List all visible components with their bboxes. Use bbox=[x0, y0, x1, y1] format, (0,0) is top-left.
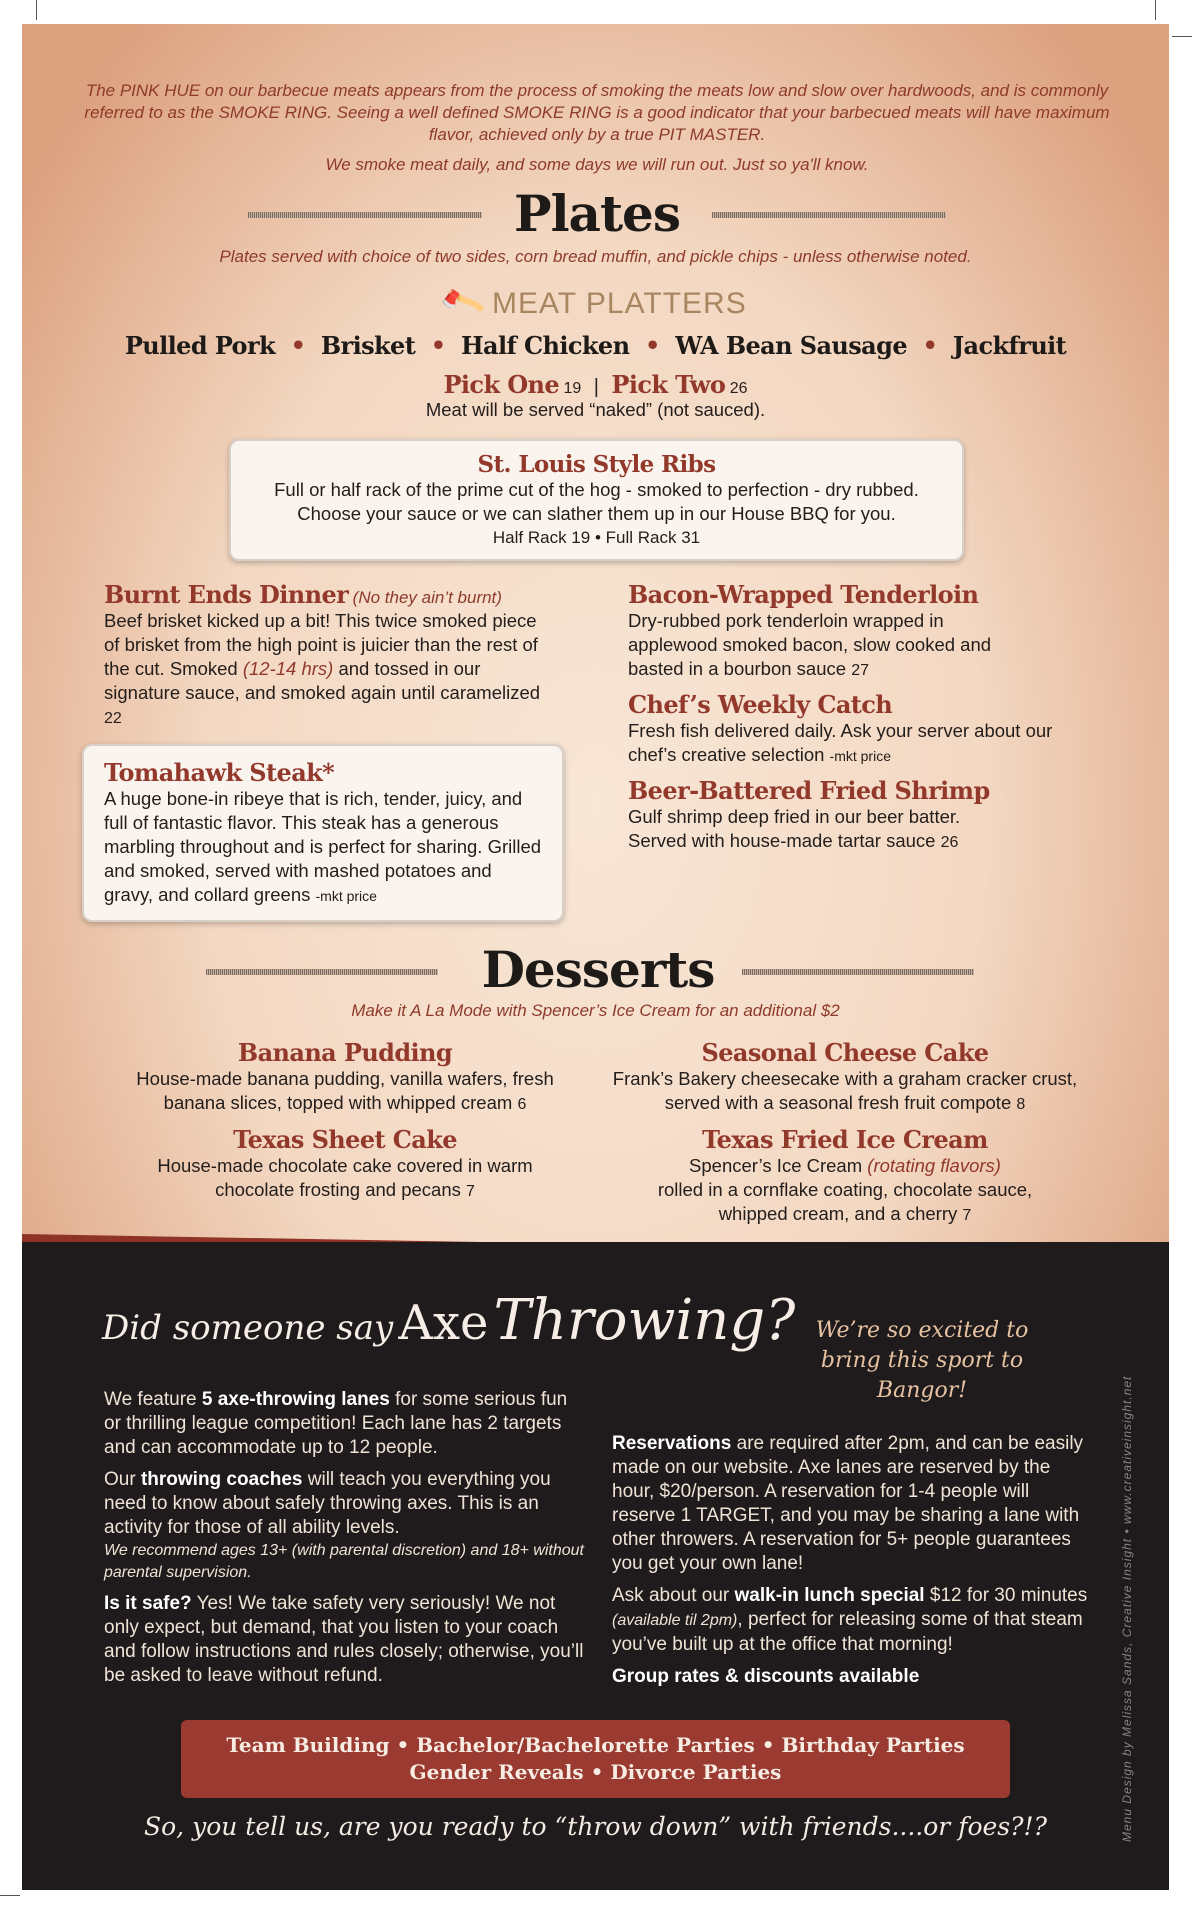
item-desc: Frank’s Bakery cheesecake with a graham cracker crust, served with a seasonal fresh fruit compote bbox=[612, 1068, 1078, 1113]
axe-icon: 🪓 bbox=[438, 279, 489, 328]
intro-text: The PINK HUE on our barbecue meats appears from the process of smoking the meats low and slow over hardwoods, and is commonly referred to as the SMOKE RING. Seeing a well defined SMOKE RING is a good indicator that your barbecued meats will have maximum flavor, achieved only by a true PIT MASTER. bbox=[84, 81, 1110, 144]
text: will teach you everything you need to know about safely throwing axes. This is an activity for those of all ability levels. bbox=[104, 1469, 551, 1538]
bacon-item bbox=[628, 580, 1068, 683]
catch-item bbox=[628, 690, 1068, 768]
meat-item: Jackfruit bbox=[952, 331, 1067, 360]
item-desc: Spencer’s Ice Cream bbox=[689, 1155, 868, 1176]
text: (available til 2pm) bbox=[612, 1612, 738, 1629]
item-price: 26 bbox=[940, 834, 959, 851]
banner-line: Team Building • Bachelor/Bachelorette Parties • Birthday Parties bbox=[226, 1733, 965, 1757]
text: Yes! We take safety very seriously! We not only expect, but demand, that you listen to your coach and follow instructions and rules closely; otherwise, you’ll be asked to leave without refund. bbox=[104, 1593, 584, 1686]
text: , perfect for releasing some of that steam you’ve built up at the office that morning! bbox=[612, 1609, 1083, 1655]
crop-mark bbox=[0, 1895, 20, 1896]
axe-right-column bbox=[612, 1432, 1092, 1689]
separator: | bbox=[593, 376, 599, 398]
plates-subtitle: Plates served with choice of two sides, corn bread muffin, and pickle chips - unless otherwise noted. bbox=[219, 247, 972, 266]
item-desc: Dry-rubbed pork tenderloin wrapped in applewood smoked bacon, slow cooked and basted in a bourbon sauce bbox=[628, 610, 992, 679]
desserts-title: Desserts bbox=[481, 940, 715, 999]
text: Our bbox=[104, 1469, 141, 1490]
crop-mark bbox=[1172, 36, 1192, 37]
text: $12 for 30 minutes bbox=[924, 1585, 1088, 1606]
ribs-full-price: Full Rack 31 bbox=[605, 528, 701, 547]
item-price: 7 bbox=[962, 1207, 972, 1224]
smoke-time: (12-14 hrs) bbox=[242, 658, 334, 679]
plates-title: Plates bbox=[513, 184, 681, 243]
design-credit: Menu Design by Melissa Sands, Creative Insight • www.creativeinsight.net bbox=[1120, 1375, 1134, 1842]
text-bold: Reservations bbox=[612, 1433, 732, 1454]
menu-page bbox=[22, 24, 1169, 1890]
ribs-half-price: Half Rack 19 bbox=[492, 528, 591, 547]
pick-prices bbox=[22, 370, 1169, 399]
item-name: Chef’s Weekly Catch bbox=[628, 690, 893, 719]
item-name: Bacon-Wrapped Tenderloin bbox=[628, 580, 979, 609]
banner-line: Gender Reveals • Divorce Parties bbox=[409, 1760, 782, 1784]
axe-left-column bbox=[104, 1388, 584, 1688]
age-note: We recommend ages 13+ (with parental discretion) and 18+ without parental supervision. bbox=[104, 1542, 584, 1581]
item-desc: and tossed in our signature sauce, and smoked again until caramelized bbox=[104, 658, 541, 703]
events-banner bbox=[181, 1720, 1010, 1798]
item-desc: Fresh fish delivered daily. Ask your server about our chef’s creative selection bbox=[628, 720, 1053, 765]
text-bold: 5 axe-throwing lanes bbox=[201, 1389, 390, 1410]
item-price: 22 bbox=[104, 710, 122, 727]
item-price: 27 bbox=[851, 662, 869, 679]
meat-platters-heading bbox=[22, 279, 1169, 328]
desserts-subtitle: Make it A La Mode with Spencer’s Ice Cream for an additional $2 bbox=[351, 1001, 840, 1020]
meat-item: WA Bean Sausage bbox=[675, 331, 907, 360]
axe-title-part: Did someone say bbox=[102, 1308, 394, 1348]
item-name: Texas Sheet Cake bbox=[233, 1125, 457, 1154]
pick-two-label: Pick Two bbox=[611, 370, 726, 399]
meat-platters-label: MEAT PLATTERS bbox=[491, 287, 747, 320]
item-desc: Beef brisket kicked up a bit! This twice smoked piece of brisket from the high point is juicier than the rest of the cut. Smoked bbox=[104, 610, 538, 679]
ribs-desc: Choose your sauce or we can slather them up in our House BBQ for you. bbox=[297, 503, 896, 524]
ribs-box: St. Louis Style Ribs Full or half rack of the prime cut of the hog - smoked to perfection - dry rubbed. Choose your sauce or we can slather them up in our House BBQ for you. Half Rack 19 • Full Rack 31 bbox=[229, 439, 964, 561]
text: are required after 2pm, and can be easily made on our website. Axe lanes are reserved by the hour, $20/person. A reservation for 1-4 people will reserve 1 TARGET, and you may be sharing a lane with other throwers. A reservation for 5+ people guarantees you get your own lane! bbox=[612, 1433, 1084, 1574]
meat-list: Pulled Pork • Brisket • Half Chicken • WA Bean Sausage • Jackfruit bbox=[124, 331, 1067, 360]
item-name: Beer-Battered Fried Shrimp bbox=[628, 776, 990, 805]
divider bbox=[742, 969, 974, 975]
burnt-ends-item bbox=[104, 580, 544, 731]
text: for some serious fun or thrilling league competition! Each lane has 2 targets and can accommodate up to 12 people. bbox=[104, 1389, 568, 1458]
axe-title-part: Axe bbox=[398, 1295, 489, 1351]
item-aside: (No they ain’t burnt) bbox=[352, 588, 502, 607]
item-price: -mkt price bbox=[829, 748, 891, 764]
item-price: 7 bbox=[466, 1183, 475, 1200]
divider bbox=[712, 212, 946, 218]
text: Ask about our bbox=[612, 1585, 735, 1606]
crop-mark bbox=[36, 0, 37, 20]
tomahawk-box bbox=[82, 744, 564, 922]
item-price: 8 bbox=[1016, 1096, 1026, 1113]
item-name: Burnt Ends Dinner bbox=[104, 580, 349, 609]
dessert-item bbox=[612, 1125, 1078, 1228]
tagline: So, you tell us, are you ready to “throw down” with friends....or foes?!? bbox=[144, 1812, 1047, 1841]
divider bbox=[206, 969, 438, 975]
ribs-desc: Full or half rack of the prime cut of the hog - smoked to perfection - dry rubbed. bbox=[274, 479, 919, 500]
dessert-item bbox=[612, 1038, 1078, 1117]
item-desc: House-made chocolate cake covered in warm chocolate frosting and pecans bbox=[157, 1155, 533, 1200]
pick-one-label: Pick One bbox=[443, 370, 560, 399]
axe-throwing-section bbox=[22, 1242, 1169, 1890]
item-price: 6 bbox=[517, 1096, 527, 1113]
pick-one-price: 19 bbox=[563, 380, 582, 397]
ribs-name: St. Louis Style Ribs bbox=[477, 451, 716, 478]
text-bold: Is it safe? bbox=[104, 1593, 192, 1614]
meat-item: Brisket bbox=[320, 331, 416, 360]
item-name: Seasonal Cheese Cake bbox=[701, 1038, 989, 1067]
text-bold: walk-in lunch special bbox=[734, 1585, 925, 1606]
text: We feature bbox=[104, 1389, 202, 1410]
item-desc: rolled in a cornflake coating, chocolate sauce, whipped cream, and a cherry bbox=[657, 1179, 1033, 1224]
meat-item: Pulled Pork bbox=[124, 331, 276, 360]
item-name: Banana Pudding bbox=[237, 1038, 453, 1067]
item-desc: House-made banana pudding, vanilla wafers, fresh banana slices, topped with whipped cream bbox=[136, 1068, 554, 1113]
item-aside: (rotating flavors) bbox=[867, 1155, 1001, 1176]
axe-title bbox=[102, 1288, 795, 1353]
dessert-item bbox=[112, 1125, 578, 1204]
item-name: Tomahawk Steak* bbox=[104, 758, 335, 787]
shrimp-item bbox=[628, 776, 1068, 855]
item-desc: A huge bone-in ribeye that is rich, tender, juicy, and full of fantastic flavor. This steak has a generous marbling throughout and is perfect for sharing. Grilled and smoked, served with mashed potatoes and gravy, and collard greens bbox=[104, 788, 542, 905]
item-name: Texas Fried Ice Cream bbox=[702, 1125, 988, 1154]
divider bbox=[248, 212, 482, 218]
naked-note: Meat will be served “naked” (not sauced). bbox=[425, 399, 766, 420]
text-bold: throwing coaches bbox=[140, 1469, 303, 1490]
group-rates: Group rates & discounts available bbox=[612, 1666, 920, 1687]
meat-item: Half Chicken bbox=[460, 331, 630, 360]
crop-mark bbox=[1155, 0, 1156, 20]
intro-note: We smoke meat daily, and some days we will run out. Just so ya'll know. bbox=[325, 155, 869, 174]
item-price: -mkt price bbox=[315, 888, 377, 904]
axe-title-part: Throwing? bbox=[493, 1288, 796, 1353]
dessert-item bbox=[112, 1038, 578, 1117]
pick-two-price: 26 bbox=[729, 380, 748, 397]
item-desc: Gulf shrimp deep fried in our beer batter. Served with house-made tartar sauce bbox=[628, 806, 961, 851]
excited-note: We’re so excited to bring this sport to Bangor! bbox=[815, 1318, 1029, 1403]
